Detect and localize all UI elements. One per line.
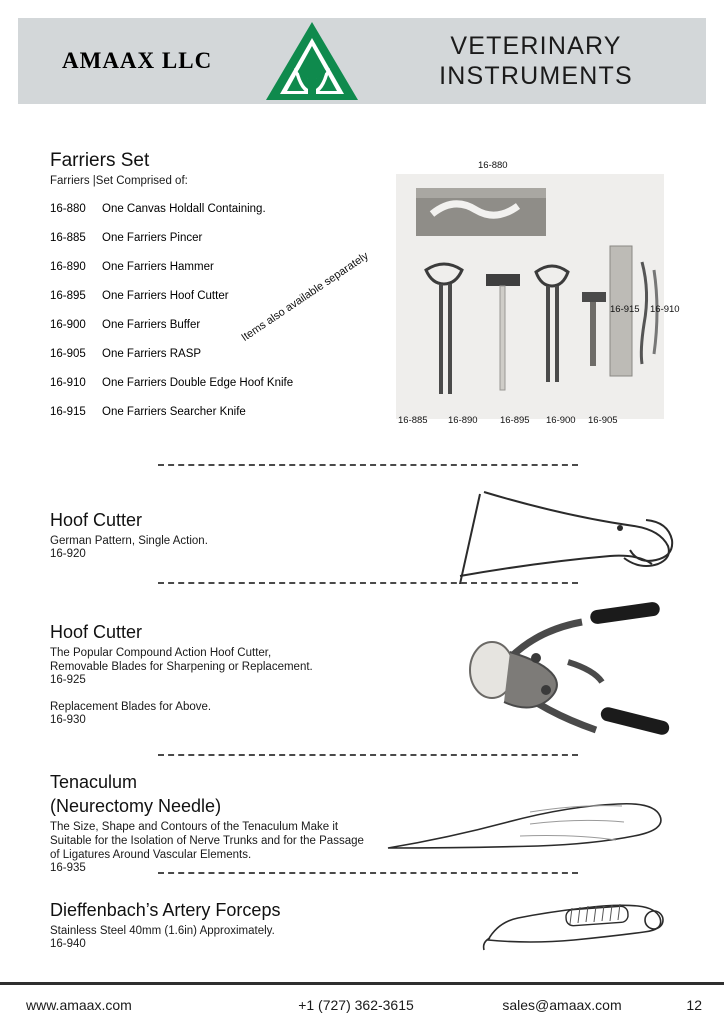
item-desc: One Farriers Pincer [102, 232, 203, 244]
product-code: 16-935 [50, 862, 86, 874]
page-title [386, 31, 686, 91]
item-desc: One Farriers Hammer [102, 261, 214, 273]
list-item [50, 405, 390, 419]
section-hoof-cutter-compound-action [50, 622, 390, 726]
farriers-title: Farriers Set [50, 150, 150, 171]
item-code: 16-910 [50, 377, 86, 389]
dieffenbach-forceps-illustration [470, 894, 690, 969]
item-desc: One Farriers Double Edge Hoof Knife [102, 377, 294, 389]
page-header [18, 18, 706, 104]
hoof-cutter-compound-action-illustration [450, 598, 690, 763]
footer-divider [0, 982, 724, 985]
page-footer [0, 988, 724, 1022]
item-code: 16-885 [50, 232, 86, 244]
section-tenaculum [50, 772, 400, 874]
product-title: Hoof Cutter [50, 510, 143, 530]
section-divider [158, 582, 578, 584]
item-desc: One Canvas Holdall Containing. [102, 203, 266, 215]
item-desc: One Farriers RASP [102, 348, 202, 360]
item-code: 16-905 [50, 348, 86, 360]
product-description-line: German Pattern, Single Action. [50, 535, 208, 547]
product-title: Dieffenbach’s Artery Forceps [50, 900, 281, 920]
photo-label-16-905: 16-905 [588, 415, 618, 426]
product-title: Hoof Cutter [50, 622, 143, 642]
tenaculum-illustration [380, 790, 670, 865]
product-description-line: The Size, Shape and Contours of the Tenaculum Make it [50, 821, 339, 833]
product-description-line: Stainless Steel 40mm (1.6in) Approximately. [50, 925, 275, 937]
hoof-cutter-single-action-illustration [450, 484, 690, 589]
product-extra-code: 16-930 [50, 714, 86, 726]
photo-label-16-895: 16-895 [500, 415, 530, 426]
footer-email[interactable]: sales@amaax.com [502, 997, 622, 1013]
item-desc: One Farriers Buffer [102, 319, 201, 331]
item-desc: One Farriers Searcher Knife [102, 406, 246, 418]
product-description-line: The Popular Compound Action Hoof Cutter, [50, 647, 272, 659]
photo-label-16-910: 16-910 [650, 304, 680, 315]
photo-label-16-885: 16-885 [398, 415, 428, 426]
product-code: 16-920 [50, 548, 86, 560]
product-code: 16-925 [50, 674, 86, 686]
product-code: 16-940 [50, 938, 86, 950]
section-divider [158, 464, 578, 466]
amaax-triangle-logo [264, 20, 360, 102]
photo-label-16-915: 16-915 [610, 304, 640, 315]
items-available-separately-note: Items also available separately [239, 249, 371, 344]
photo-label-16-890: 16-890 [448, 415, 478, 426]
product-description-line: Suitable for the Isolation of Nerve Trunks and for the Passage [50, 835, 364, 847]
farriers-subtitle: Farriers |Set Comprised of: [50, 175, 188, 187]
farriers-set-photo [396, 174, 664, 419]
section-divider [158, 754, 578, 756]
product-description-line: Removable Blades for Sharpening or Replacement. [50, 661, 313, 673]
list-item [50, 376, 390, 390]
item-code: 16-915 [50, 406, 86, 418]
section-hoof-cutter-single-action [50, 510, 380, 560]
item-code: 16-890 [50, 261, 86, 273]
company-name: AMAAX LLC [62, 48, 213, 73]
section-farriers-set [50, 150, 390, 434]
page-title-line1: VETERINARY [450, 32, 622, 60]
list-item [50, 231, 390, 245]
product-extra-line: Replacement Blades for Above. [50, 701, 212, 713]
footer-page-number: 12 [686, 997, 702, 1013]
list-item [50, 202, 390, 216]
product-description-line: of Ligatures Around Vascular Elements. [50, 849, 252, 861]
item-code: 16-895 [50, 290, 86, 302]
section-divider [158, 872, 578, 874]
item-code: 16-880 [50, 203, 86, 215]
list-item [50, 318, 390, 332]
product-subtitle: (Neurectomy Needle) [50, 796, 222, 816]
footer-website[interactable]: www.amaax.com [26, 997, 132, 1013]
section-dieffenbach-artery-forceps [50, 900, 390, 950]
footer-phone: +1 (727) 362-3615 [298, 997, 414, 1013]
item-code: 16-900 [50, 319, 86, 331]
list-item [50, 347, 390, 361]
item-desc: One Farriers Hoof Cutter [102, 290, 229, 302]
product-title: Tenaculum [50, 772, 138, 792]
farriers-item-list [50, 202, 390, 419]
photo-label-top: 16-880 [478, 160, 508, 171]
list-item [50, 289, 390, 303]
page-title-line2: INSTRUMENTS [439, 62, 633, 90]
photo-label-16-900: 16-900 [546, 415, 576, 426]
